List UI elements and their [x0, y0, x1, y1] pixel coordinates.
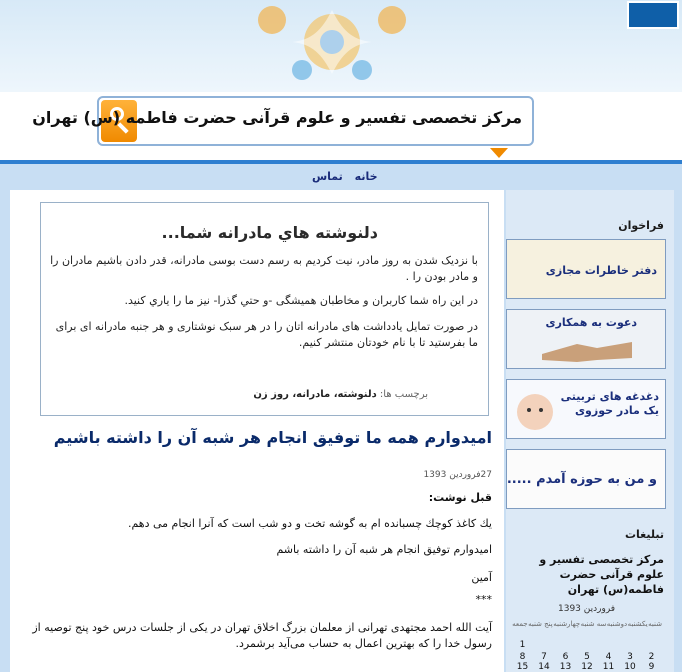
intro-paragraph-2: در این راه شما کاربران و مخاطبان همیشگی -و حتي گذرا- نيز ما را ياري كنيد.	[124, 294, 478, 307]
calendar-day[interactable]	[620, 640, 641, 650]
calendar-day[interactable]: 14	[538, 662, 550, 672]
calendar-day[interactable]	[577, 640, 598, 650]
banner-parenting-label: دغدغه های تربیتی یک مادر حوزوی	[560, 390, 659, 417]
nav-home[interactable]: خانه	[354, 170, 378, 183]
header	[0, 0, 682, 163]
calendar-day[interactable]: 6	[562, 652, 569, 662]
site-title: مرکز تخصصی تفسیر و علوم قرآنی حضرت فاطمه (س) تهران	[32, 108, 522, 127]
tags	[253, 389, 428, 400]
banner-cooperation[interactable]	[506, 309, 666, 369]
baby-icon	[513, 390, 557, 434]
calendar-day[interactable]: 10	[624, 662, 636, 672]
calendar-day[interactable]: 9	[648, 662, 655, 672]
handshake-icon	[537, 334, 637, 364]
site-title-bar	[32, 96, 534, 146]
calendar-row	[512, 662, 662, 672]
main-content	[10, 190, 504, 672]
weekday-label: دوشنبه	[606, 620, 628, 628]
intro-paragraph-3: در صورت تمایل یادداشت های مادرانه اتان را در هر سبک نوشتاری و هر جنبه مادرانه ای برای ما بفرستید تا با نام خودتان منتشر کنیم.	[55, 320, 478, 349]
calendar-day[interactable]: 11	[602, 662, 615, 672]
calendar-day[interactable]: 7	[541, 652, 547, 662]
post-before-label: قبل نوشت:	[428, 491, 492, 504]
weekday-label: پنج شنبه	[528, 620, 553, 628]
calendar-day[interactable]	[641, 640, 662, 650]
weekday-label: یکشنبه	[627, 620, 648, 628]
banner-came-to-hawza-label: و من به حوزه آمدم .....	[506, 472, 657, 487]
tags-links[interactable]: دلنوشته، مادرانه، روز زن	[253, 389, 377, 400]
post-line-5: آیت الله احمد مجتهدی تهرانی از معلمان بزرگ اخلاق تهران در یکی از جلسات درس خود پنج توصیه از رسول خدا را که بهترین اعمال به حساب می‌آید برشمرد.	[32, 621, 492, 650]
post-title[interactable]: امیدوارم همه ما توفیق انجام هر شبه آن را داشته باشیم	[53, 428, 492, 447]
ads-link[interactable]: مرکز تخصصی تفسیر و علوم قرآنی حضرت فاطمه(س) تهران	[539, 553, 664, 596]
weekday-label: سه شنبه	[580, 620, 607, 628]
site-logo[interactable]	[627, 1, 679, 29]
banner-virtual-diary[interactable]	[506, 239, 666, 299]
post-date: 27فروردین 1393	[423, 470, 492, 480]
top-nav	[308, 170, 382, 183]
post-line-1: یك كاغذ كوچك چسبانده ام به گوشه تخت و دو شب است که آنرا انجام می دهم.	[127, 517, 492, 530]
post-line-2: امیدوارم توفیق انجام هر شبه آن را داشته باشم	[276, 543, 492, 556]
calendar-day[interactable]: 12	[581, 662, 593, 672]
banner-parenting[interactable]	[506, 379, 666, 439]
calendar-row	[512, 652, 662, 662]
calls-title: فراخوان	[618, 219, 664, 232]
banner-cooperation-label: دعوت به همکاری	[545, 316, 637, 329]
calendar-day[interactable]: 2	[648, 652, 655, 662]
calendar-day[interactable]	[534, 640, 555, 650]
weekday-label: جمعه	[512, 620, 528, 628]
banner-came-to-hawza[interactable]	[506, 449, 666, 509]
post-line-3: آمین	[471, 571, 492, 584]
calendar-day[interactable]: 13	[559, 662, 572, 672]
calendar-month: فروردین 1393	[558, 604, 616, 614]
header-ornament	[0, 0, 682, 92]
weekday-label: شنبه	[648, 620, 662, 628]
calendar-day[interactable]: 1	[519, 640, 526, 650]
intro-title: دلنوشته هاي مادرانه شما...	[161, 223, 378, 242]
intro-paragraph-1: با نزدیک شدن به روز مادر، نیت کردیم به رسم دست بوسی مادرانه، قدر دادن باشیم مادران را و مادر بودن را .	[50, 254, 478, 283]
calendar-day[interactable]: 3	[627, 652, 633, 662]
nav-contact[interactable]: تماس	[312, 170, 343, 183]
arrow-down-icon	[490, 148, 508, 158]
calendar-row	[512, 640, 662, 650]
post-line-4: ***	[475, 593, 492, 606]
calendar-day[interactable]: 4	[605, 652, 612, 662]
tags-label: برچسب ها:	[379, 389, 428, 400]
weekday-label: چهارشنبه	[553, 620, 581, 628]
intro-box	[40, 202, 489, 416]
banner-virtual-diary-label: دفتر خاطرات مجازی	[545, 264, 657, 277]
floral-ornament-icon	[232, 0, 432, 90]
calendar-day[interactable]	[598, 640, 619, 650]
calendar-day[interactable]: 8	[519, 652, 526, 662]
calendar-day[interactable]	[555, 640, 576, 650]
sidebar	[506, 190, 674, 672]
calendar-day[interactable]: 15	[516, 662, 529, 672]
calendar-weekdays	[512, 620, 662, 628]
ads-title: تبلیغات	[625, 528, 664, 541]
calendar-day[interactable]: 5	[584, 652, 590, 662]
